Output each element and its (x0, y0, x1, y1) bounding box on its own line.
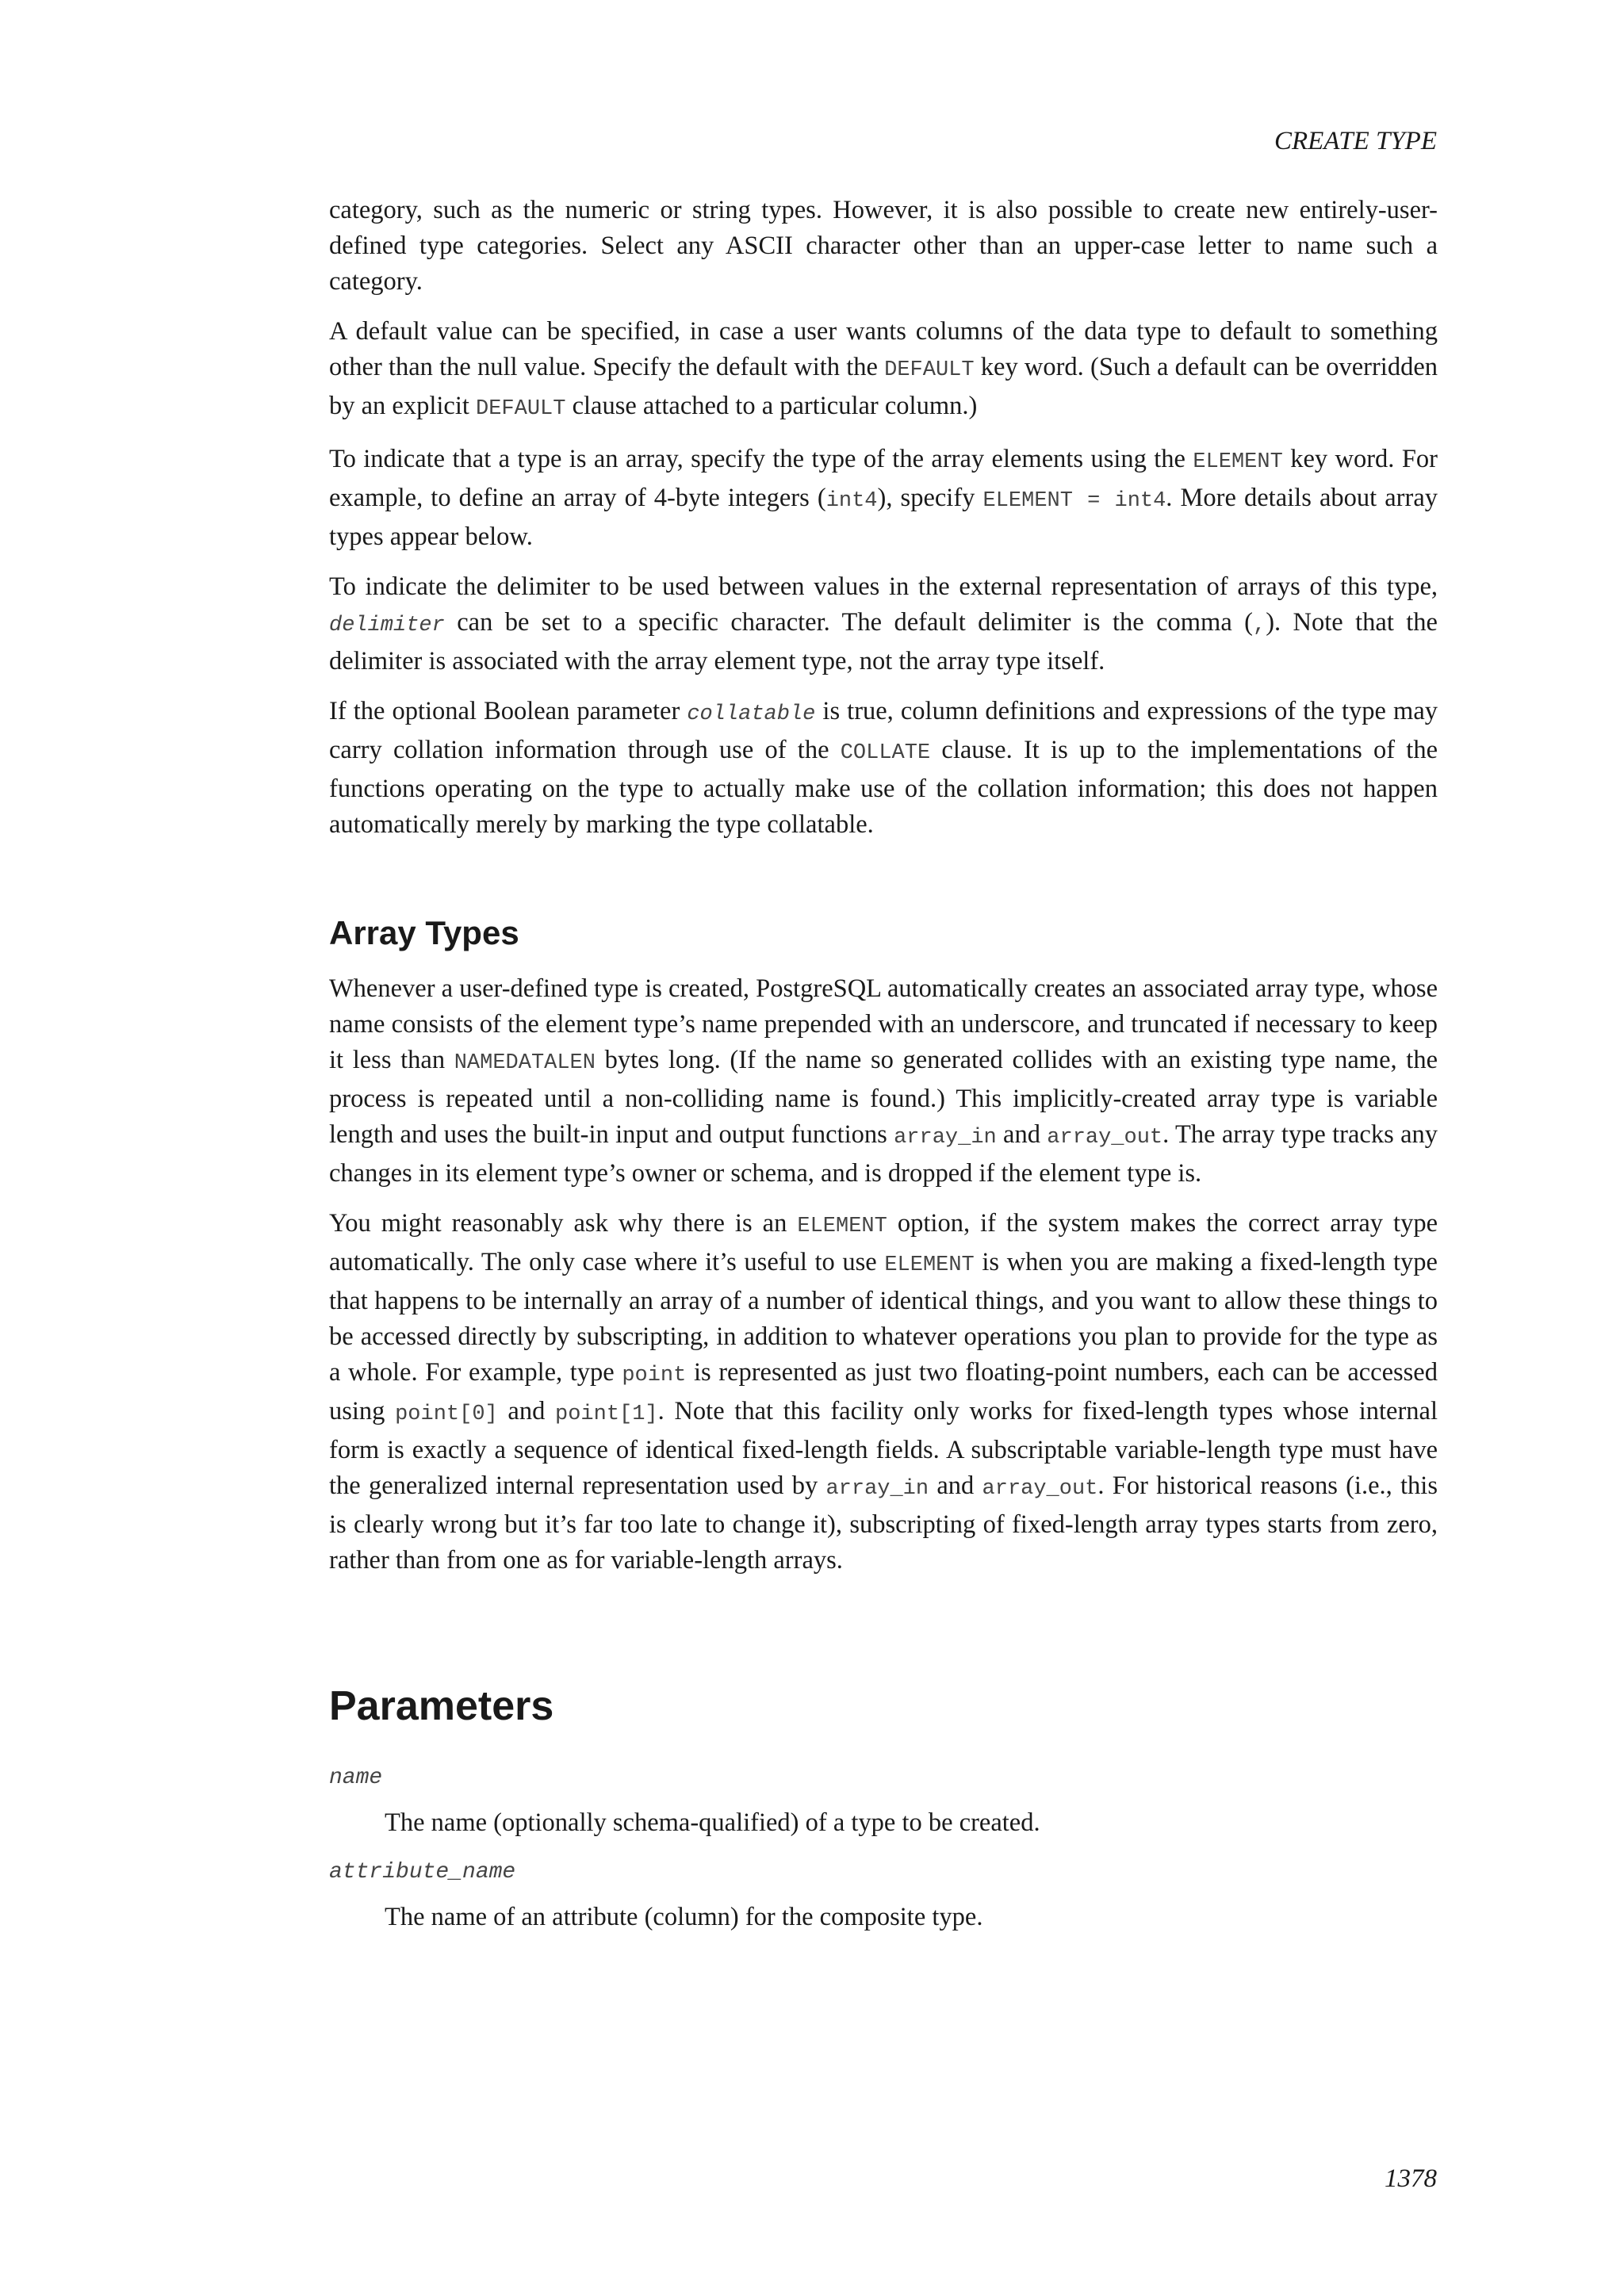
code-element: ELEMENT (1193, 450, 1283, 474)
code-element: ELEMENT (797, 1215, 887, 1238)
code-element: ELEMENT (884, 1253, 975, 1277)
paragraph-collatable: If the optional Boolean parameter collatable is true, column definitions and expressions of the type may carry collation information through use of the COLLATE clause. It is up to the implementations of the functions operating on the type to actually make use of the collation information; this does not happen automatically merely by marking the type collatable. (329, 697, 1438, 839)
code-array-in: array_in (894, 1126, 997, 1150)
parameter-term-attribute-name: attribute_name (329, 1860, 516, 1885)
code-point-1: point[1] (555, 1402, 658, 1426)
parameter-list (329, 1762, 1438, 1935)
code-array-in: array_in (825, 1477, 929, 1501)
paragraph-type-categories: category, such as the numeric or string types. However, it is also possible to create new entirely-user-defined type categories. Select any ASCII character other than an upper-case letter to name such a category. (329, 196, 1438, 296)
paragraph-default-value: A default value can be specified, in case a user wants columns of the data type to default to something other than the null value. Specify the default with the DEFAULT key word. (Such a default can be overridden by an explicit DEFAULT clause attached to a particular column.) (329, 317, 1438, 421)
code-delimiter: delimiter (329, 614, 445, 637)
code-array-out: array_out (1047, 1126, 1163, 1150)
code-collate: COLLATE (840, 741, 931, 765)
heading-array-types: Array Types (329, 914, 519, 951)
code-point-0: point[0] (395, 1402, 498, 1426)
code-namedatalen: NAMEDATALEN (454, 1051, 596, 1075)
code-array-out: array_out (982, 1477, 1098, 1501)
paragraph-element-option: You might reasonably ask why there is an ELEMENT option, if the system makes the correct array type automatically. The only case where it’s useful to use ELEMENT is when you are making a fixed-length type that happens to be internally an array of a number of identical things, and you want to allow these things to be accessed directly by subscripting, in addition to whatever operations you plan to provide for the type as a whole. For example, type point is represented as just two floating-point numbers, each can be accessed using point[0] and point[1]. Note that this facility only works for fixed-length types whose internal form is exactly a sequence of identical fixed-length fields. A subscriptable variable-length type must have the generalized internal representation used by array_in and array_out. For historical reasons (i.e., this is clearly wrong but it’s far too late to change it), subscripting of fixed-length array types starts from zero, rather than from one as for variable-length arrays. (329, 1209, 1438, 1575)
running-head: CREATE TYPE (1274, 127, 1437, 155)
code-collatable: collatable (687, 702, 816, 726)
code-default: DEFAULT (476, 397, 566, 421)
parameter-desc-attribute-name: The name of an attribute (column) for the composite type. (385, 1903, 983, 1931)
paragraph-array-type-creation: Whenever a user-defined type is created, PostgreSQL automatically creates an associated array type, whose name consists of the element type’s name prepended with an underscore, and truncated if necessary to keep it less than NAMEDATALEN bytes long. (If the name so generated collides with an existing type name, the process is repeated until a non-colliding name is found.) This implicitly-created array type is variable length and uses the built-in input and output functions array_in and array_out. The array type tracks any changes in its element type’s owner or schema, and is dropped if the element type is. (329, 974, 1438, 1188)
page-number: 1378 (1385, 2164, 1437, 2193)
heading-parameters: Parameters (329, 1683, 554, 1729)
page-content (329, 193, 1438, 1951)
code-element-int4: ELEMENT = int4 (982, 489, 1166, 513)
parameter-desc-name: The name (optionally schema-qualified) of a type to be created. (385, 1808, 1040, 1837)
code-int4: int4 (825, 489, 878, 513)
code-default: DEFAULT (884, 358, 975, 382)
paragraph-delimiter: To indicate the delimiter to be used between values in the external representation of arrays of this type, delimiter can be set to a specific character. The default delimiter is the comma (,). Note that the delimiter is associated with the array element type, not the array type itself. (329, 572, 1438, 675)
code-point: point (622, 1364, 687, 1387)
parameter-term-name: name (329, 1766, 383, 1790)
code-comma: , (1252, 614, 1266, 637)
paragraph-element: To indicate that a type is an array, specify the type of the array elements using the ELEMENT key word. For example, to define an array of 4-byte integers (int4), specify ELEMENT = int4. More details about array types appear below. (329, 445, 1438, 551)
